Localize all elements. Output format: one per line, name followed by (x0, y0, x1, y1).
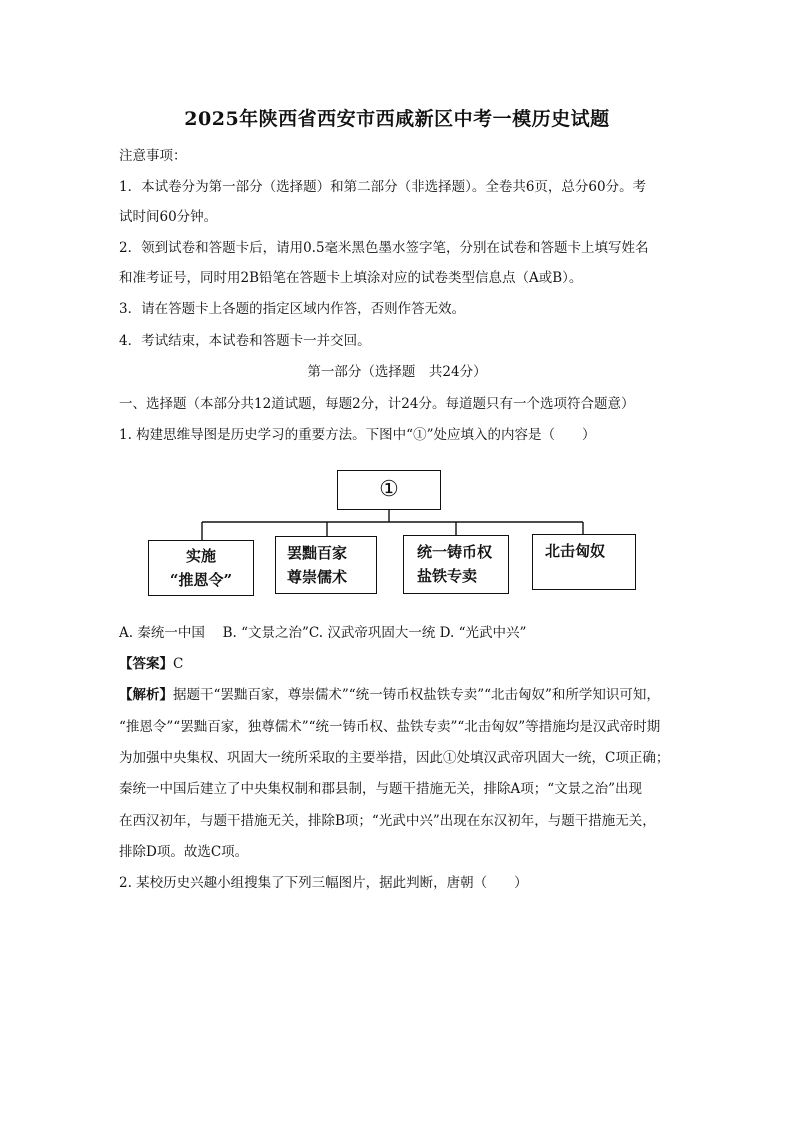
diagram-node-tuienling (148, 540, 254, 596)
question-1-options: A. 秦统一中国 B. “文景之治”C. 汉武帝巩固大一统 D. “光武中兴” (119, 625, 527, 641)
answer-label: 【答案】 (119, 656, 173, 672)
question-2-stem: 2. 某校历史兴趣小组搜集了下列三幅图片，据此判断，唐朝（ ） (119, 875, 528, 891)
notice-item-3: 3．请在答题卡上各题的指定区域内作答，否则作答无效。 (119, 301, 466, 317)
node-line: “推恩令” (169, 571, 233, 589)
diagram-node-xiongnu (532, 534, 636, 590)
section-heading: 一、选择题（本部分共12道试题，每题2分，计24分。每道题只有一个选项符合题意） (119, 396, 635, 412)
node-line: 盐铁专卖 (417, 567, 478, 585)
notice-item-1: 1．本试卷分为第一部分（选择题）和第二部分（非选择题）。全卷共6页，总分60分。考 (119, 179, 647, 195)
notice-heading: 注意事项： (119, 148, 187, 164)
diagram-node-currency-salt-iron (403, 535, 509, 594)
notice-item-1-cont: 试时间60分钟。 (119, 209, 218, 225)
notice-item-2: 2．领到试卷和答题卡后，请用0.5毫米黑色墨水签字笔，分别在试卷和答题卡上填写姓名 (119, 240, 649, 256)
answer-value: C (173, 656, 184, 672)
page-title: 2025年陕西省西安市西咸新区中考一模历史试题 (184, 108, 610, 130)
answer-line (119, 654, 689, 674)
analysis-line-1 (119, 685, 689, 705)
node-line: 实施 (185, 547, 216, 565)
analysis-line-2: “推恩令”“罢黜百家，独尊儒术”“统一铸币权、盐铁专卖”“北击匈奴”等措施均是汉武帝时期 (119, 719, 661, 735)
notice-item-4: 4．考试结束，本试卷和答题卡一并交回。 (119, 333, 371, 349)
analysis-text: 据题干“罢黜百家，尊崇儒术”“统一铸币权盐铁专卖”“北击匈奴”和所学知识可知， (173, 687, 660, 703)
part-title: 第一部分（选择题 共24分） (307, 364, 487, 380)
node-line: 罢黜百家 (287, 544, 348, 562)
diagram-root-node: ① (337, 470, 441, 510)
question-1-stem: 1. 构建思维导图是历史学习的重要方法。下图中“①”处应填入的内容是（ ） (119, 427, 596, 443)
analysis-line-4: 秦统一中国后建立了中央集权制和郡县制，与题干措施无关，排除A项；“文景之治”出现 (119, 781, 643, 797)
analysis-line-5: 在西汉初年，与题干措施无关，排除B项；“光武中兴”出现在东汉初年，与题干措施无关， (119, 813, 656, 829)
node-line: 北击匈奴 (545, 542, 606, 560)
notice-item-2-cont: 和准考证号，同时用2B铅笔在答题卡上填涂对应的试卷类型信息点（A或B）。 (119, 270, 583, 286)
analysis-label: 【解析】 (119, 687, 173, 703)
analysis-line-3: 为加强中央集权、巩固大一统所采取的主要举措，因此①处填汉武帝巩固大一统，C项正确； (119, 750, 670, 766)
node-line: 尊崇儒术 (287, 568, 348, 586)
node-line: 统一铸币权 (417, 543, 493, 561)
diagram-node-confucianism (275, 536, 377, 594)
mind-map-diagram (145, 470, 640, 600)
analysis-line-6: 排除D项。故选C项。 (119, 844, 249, 860)
